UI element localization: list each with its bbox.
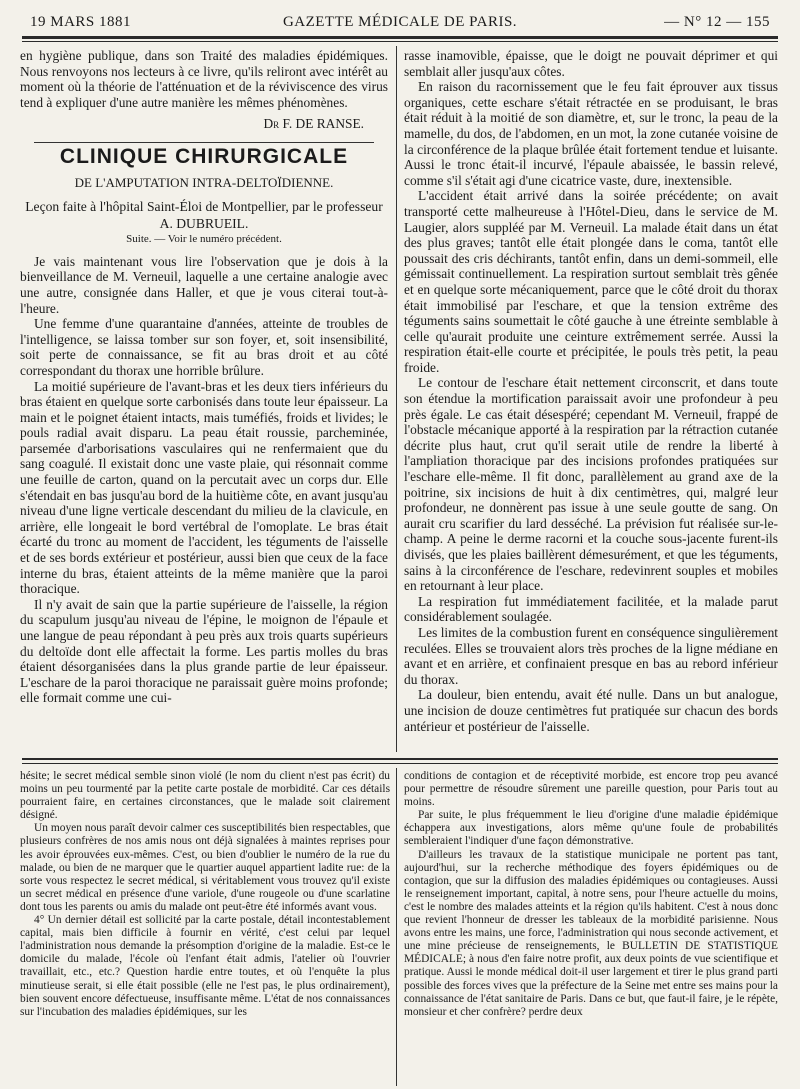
article-text: en hygiène publique, dans son Traité des maladies épidémiques. Nous renvoyons nos lecteurs à ce livre, qu'ils reliront avec intérêt au moment où la théorie de l'atténuation et de la réviviscence des virus tend à expliquer d'une autre manière les mêmes phénomènes. [20,48,388,110]
lecture-attribution: Leçon faite à l'hôpital Saint-Éloi de Montpellier, par le professeur A. DUBRUEIL. [25,199,383,232]
paragraph: La douleur, bien entendu, avait été nulle. Dans un but analogue, une incision de douze centimètres fut pratiquée sur chacun des bords antérieur et postérieur de l'aisselle. [404,687,778,734]
left-column [20,48,388,706]
paragraph: Une femme d'une quarantaine d'années, atteinte de troubles de l'intelligence, se laissa tomber sur son foyer, et, soit insensibilité, soit perte de connaissance, se fit au bras droit et au côté correspondant du thorax une horrible brûlure. [20,316,388,378]
paragraph: La respiration fut immédiatement facilitée, et la malade parut considérablement soulagée. [404,593,778,625]
paragraph: conditions de contagion et de réceptivité morbide, est encore trop peu avancé pour permettre de résoudre sûrement une pareille question, pour Paris tout au moins. [404,770,778,809]
feuilleton-right [404,770,778,1019]
header-issue: — N° 12 — 155 [664,14,770,30]
header-rule-thin [22,41,778,42]
feuilleton-rule-thin [22,763,778,764]
paragraph: Le contour de l'eschare était nettement circonscrit, et dans toute son étendue la mortification paraissait avoir une profondeur à peu près égale. Le cas était désespéré; cependant M. Verneuil, frappé de l'obstacle mécanique apporté à la respiration par la rétraction cutanée décrite plus haut, crut qu'il serait utile de rendre la liberté à l'ampliation thoracique par des incisions profondes pratiquées sur l'eschare elle-même. Il fit donc, parallèlement au grand axe de la poitrine, six incisions de huit à dix centimètres, qui, malgré leur profondeur, ne donnèrent pas issue à une seule goutte de sang. On aurait cru scarifier du lard desséché. La prévision fut réalisée sur-le-champ. A peine le derme racorni et la couche sous-jacente furent-ils divisés, que les plaies baillèrent démesurément, et que les téguments, sains à la circonférence de l'eschare, redevinrent souples et mobiles en retournant à leur place. [404,375,778,594]
paragraph: hésite; le secret médical semble sinon violé (le nom du client n'est pas écrit) du moins un peu tourmenté par la petite carte postale de morbidité. Car ces détails pourraient faire, en certaines circonstances, que le malade soit clairement désigné. [20,770,390,822]
continuation-note: Suite. — Voir le numéro précédent. [126,233,282,246]
header-date: 19 MARS 1881 [30,14,132,30]
column-divider [396,46,397,752]
paragraph: Les limites de la combustion furent en conséquence singulièrement reculées. Elles se trouvaient alors très proches de la ligne médiane en avant et en arrière, et confinaient presque en bas au rebord inférieur du thorax. [404,624,778,687]
paragraph: Par suite, le plus fréquemment le lieu d'origine d'une maladie épidémique échappera aux investigations, alors même qu'une foule de probabilités sembleraient l'indiquer d'une façon démonstrative. [404,809,778,848]
header-rule [22,36,778,39]
paragraph: L'accident était arrivé dans la soirée précédente; on avait transporté cette malheureuse à l'Hôtel-Dieu, dans le service de M. Laugier, alors suppléé par M. Verneuil. La malade était dans un état des plus graves; tantôt elle était plongée dans le coma, tantôt elle poussait des cris déchirants, tantôt enfin, dans un demi-sommeil, elle gémissait continuellement. La respiration surtout semblait très gênée et en quelque sorte mécaniquement, parce que le côté droit du thorax était immobilisé par l'eschare, et que la tension extrême des téguments sains soumettait le côté gauche à une étreinte semblable à celle qu'aurait produite une ceinture extrêmement serrée. Aussi la respiration était-elle courte et précipitée, le pouls très petit, la peau froide. [404,188,778,375]
paragraph: En raison du racornissement que le feu fait éprouver aux tissus organiques, cette eschare s'était rétractée en se produisant, le bras était réduit à la moitié de son diamètre, et, sur le tronc, la peau de la mamelle, du dos, de l'abdomen, en un mot, la zone cutanée voisine de la circonférence de la plaque brûlée était fortement tendue et luisante. Aussi le tronc était-il incurvé, l'épaule abaissée, le bassin relevé, comme s'il s'était agi d'une cicatrice vaste, dure, inextensible. [404,79,778,188]
paragraph: La moitié supérieure de l'avant-bras et les deux tiers inférieurs du bras étaient en quelque sorte carbonisés dans toute leur épaisseur. La main et le poignet étaient intacts, mais tuméfiés, froids et livides; le pouls radial avait disparu. La peau était roussie, parcheminée, parsemée d'arborisations vasculaires qui ne renfermaient que du sang coagulé. Il existait donc une vaste plaie, qui résonnait comme une feuille de carton, quand on la percutait avec un corps dur. Elle s'étendait en bas jusqu'au bord de la huitième côte, en avant jusqu'au niveau d'une ligne verticale descendant du milieu de la clavicule, en arrière, elle longeait le bord vertébral de l'omoplate. Le bras était écarté du tronc au moment de l'accident, les téguments de l'aisselle et de ses bords extérieur et postérieur, aussi bien que ceux de la face interne du bras, étaient atteints de la même manière que la paroi thoracique. [20,378,388,597]
feuilleton-rule [22,758,778,760]
paragraph: rasse inamovible, épaisse, que le doigt ne pouvait déprimer et qui semblait aller jusqu'aux côtes. [404,48,778,79]
feuilleton-left [20,770,390,1019]
right-column [404,48,778,734]
paragraph: Un moyen nous paraît devoir calmer ces susceptibilités bien respectables, que plusieurs confrères de nos amis nous ont déjà signalées à maintes reprises pour les avoir éprouvées eux-mêmes. C'est, ou bien d'oublier le numéro de la rue du malade, ou bien de ne marquer que le quartier auquel appartient ladite rue: de la sorte vous respectez le secret médical, si véritablement vous trouvez qu'il existe un secret médical en présence d'une variole, d'une rougeole ou d'une scarlatine dont tous les parents ou amis du malade ont peut-être été informés avant vous. [20,822,390,913]
signature: Dr F. DE RANSE. [263,116,364,132]
paragraph: D'ailleurs les travaux de la statistique municipale ne portent pas tant, aujourd'hui, sur la recherche méthodique des foyers épidémiques ou de contagion, que sur la diffusion des maladies épidémiques ou contagieuses. Aussi le renseignement important, capital, à notre sens, pour l'heure actuelle du moins, c'est le nombre des malades atteints et la région qu'ils habitent. C'est à nous donc que revient l'honneur de dresser les tableaux de la morbidité parisienne. Nous avons entre les mains, une force, l'administration qui nous seconde activement, et une mine précieuse de renseignements, le BULLETIN DE STATISTIQUE MÉDICALE; à nous d'en faire notre profit, aux deux points de vue scientifique et pratique. Aussi le monde médical doit-il user largement et tirer le plus grand parti possible des forces vives que la préfecture de la Seine met entre ses mains pour la connaissance de l'état sanitaire de Paris. Dans ce but, que faut-il faire, je le répète, monsieur et cher confrère? perdre deux [404,848,778,1018]
section-title: CLINIQUE CHIRURGICALE [59,144,349,168]
page-header [30,6,770,32]
section-subtitle: DE L'AMPUTATION INTRA-DELTOÏDIENNE. [74,174,334,190]
paragraph: Il n'y avait de sain que la partie supérieure de l'aisselle, la région du scapulum jusqu'au niveau de l'épine, le moignon de l'épaule et une langue de peau répondant à peu près aux trois quarts supérieurs du deltoïde dont elle affectait la forme. Les partis molles du bras étaient désorganisées dans la plus grande partie de leur épaisseur. L'eschare de la paroi thoracique ne paraissait guère moins profonde; elle formait comme une cui- [20,596,388,706]
header-title: GAZETTE MÉDICALE DE PARIS. [282,14,518,30]
section-rule [34,142,374,143]
paragraph: 4° Un dernier détail est sollicité par la carte postale, détail incontestablement capital, mais bien difficile à fournir en vérité, c'est celui par lequel l'administration nous demande la présomption d'origine de la maladie. Est-ce le domicile du malade, l'école où l'enfant était admis, l'atelier où l'ouvrier travaillait, etc., etc.? Question hardie entre toutes, et où l'enquête la plus minutieuse serait, si elle était possible (elle ne l'est pas, le plus ordinairement), bien souvent encore défectueuse, insuffisante même. L'état de nos connaissances sur l'incubation des maladies épidémiques, sur les [20,914,390,1018]
feuilleton-divider [396,768,397,1086]
paragraph: Je vais maintenant vous lire l'observation que je dois à la bienveillance de M. Verneuil, laquelle a une certaine analogie avec une autre, consignée dans Haller, et que je vous citerai tout-à-l'heure. [20,253,388,316]
